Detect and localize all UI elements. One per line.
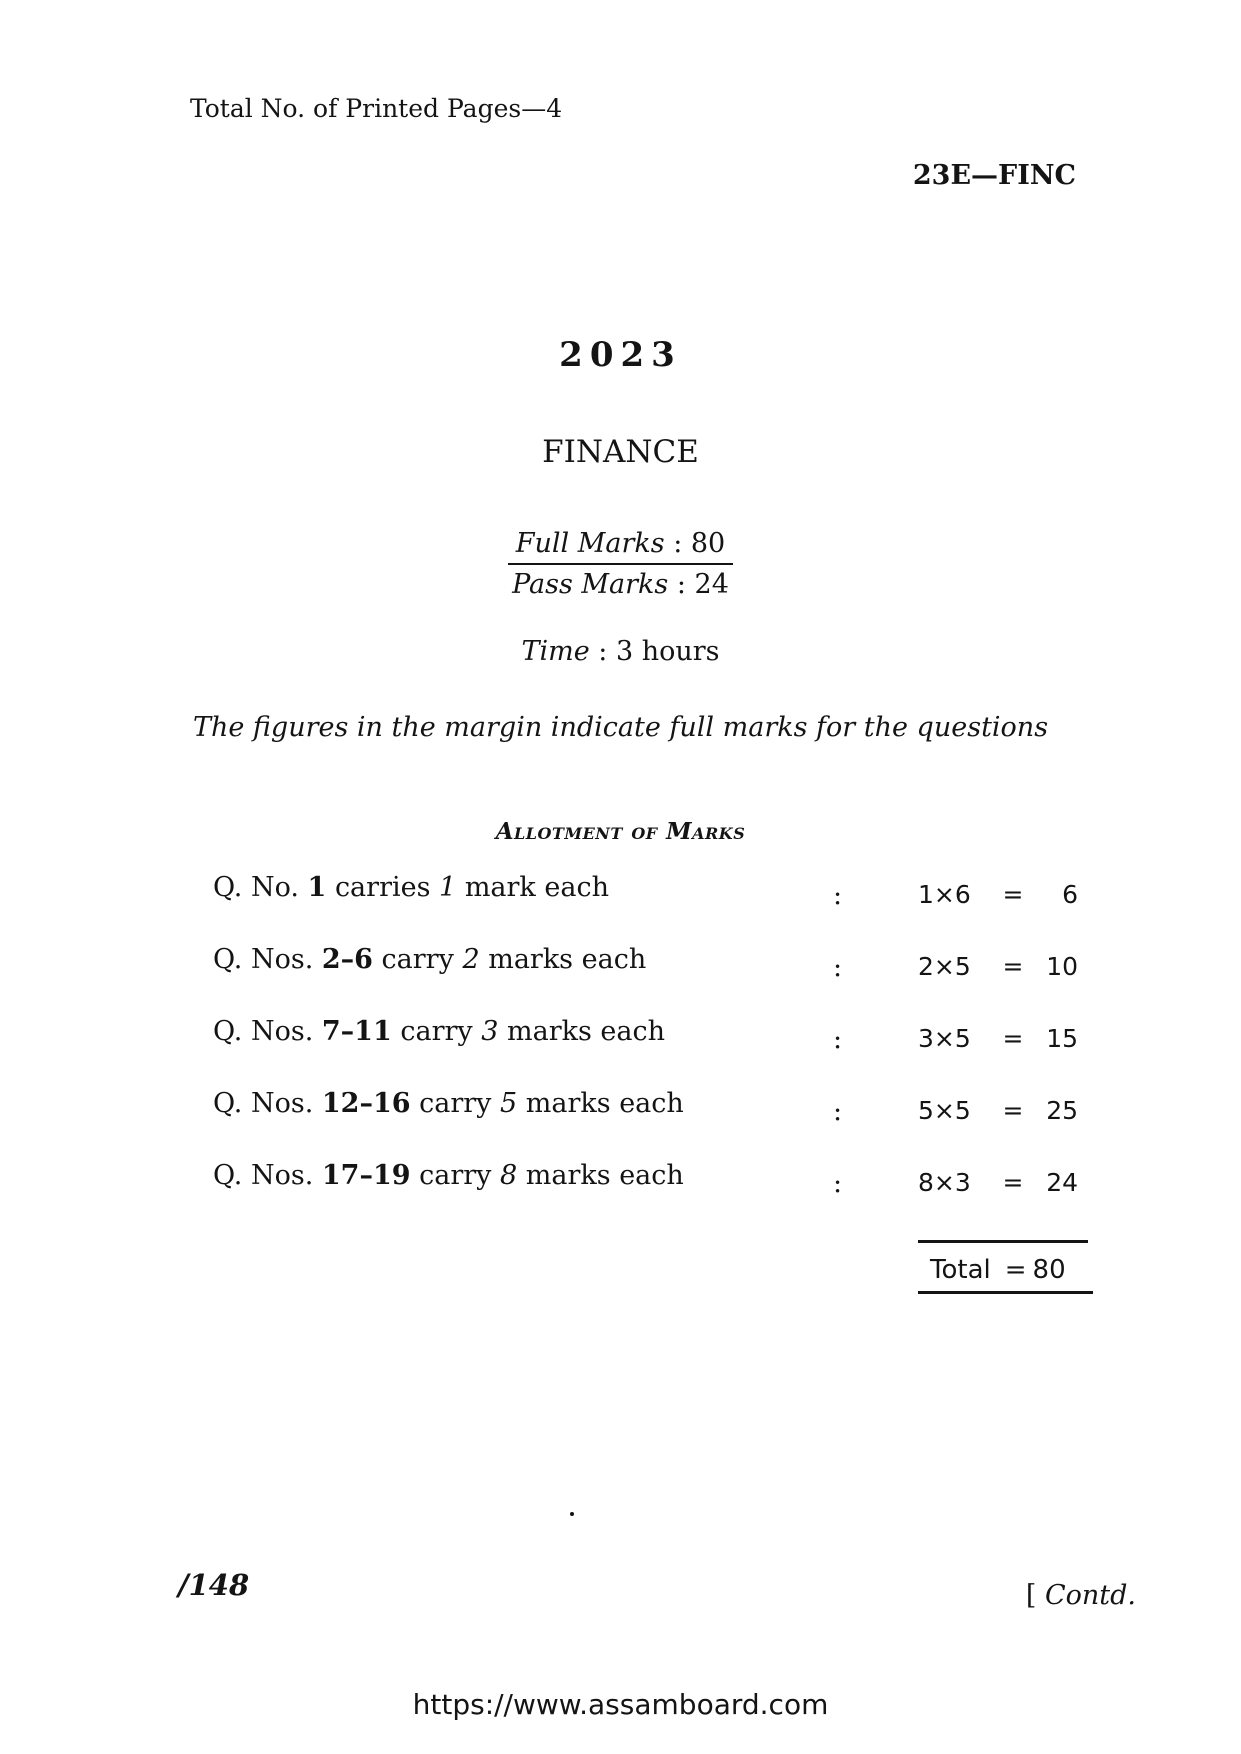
calc-equals: = xyxy=(1002,952,1024,981)
contd-bracket: [ xyxy=(1025,1580,1037,1611)
margin-instruction: The figures in the margin indicate full marks for the questions xyxy=(192,712,1049,743)
allotment-total xyxy=(918,1240,1093,1294)
question-prefix: Q. Nos. xyxy=(213,1016,314,1047)
carry-verb: carry xyxy=(381,944,454,975)
carry-verb: carry xyxy=(419,1088,492,1119)
calc-expression: 3×5 xyxy=(918,1024,971,1053)
marks-block xyxy=(0,528,1241,600)
stray-dot xyxy=(570,1512,574,1516)
question-numbers: 7–11 xyxy=(321,1016,392,1047)
allotment-description xyxy=(213,1016,665,1047)
allotment-calculation xyxy=(918,1168,1078,1197)
allotment-description xyxy=(213,1160,684,1191)
calc-result: 15 xyxy=(1046,1024,1078,1053)
page-code: /148 xyxy=(178,1568,250,1602)
question-prefix: Q. No. xyxy=(213,872,299,903)
paper-code: 23E—FINC xyxy=(912,160,1076,191)
calc-equals: = xyxy=(1002,1168,1024,1197)
total-equals: = xyxy=(1004,1255,1027,1285)
calc-result: 6 xyxy=(1062,880,1078,909)
question-prefix: Q. Nos. xyxy=(213,1160,314,1191)
allotment-row xyxy=(213,872,1093,944)
printed-pages-count: Total No. of Printed Pages—4 xyxy=(190,94,563,123)
marks-per-question: 8 xyxy=(500,1160,518,1191)
marks-suffix: mark each xyxy=(464,872,609,903)
question-numbers: 17–19 xyxy=(321,1160,411,1191)
allotment-colon: : xyxy=(833,1024,843,1055)
marks-per-question: 2 xyxy=(462,944,480,975)
allotment-colon: : xyxy=(833,1096,843,1127)
allotment-row xyxy=(213,944,1093,1016)
marks-per-question: 1 xyxy=(439,872,457,903)
total-bottom-rule xyxy=(918,1291,1093,1294)
allotment-heading: Allotment of Marks xyxy=(495,818,746,845)
calc-equals: = xyxy=(1002,1096,1024,1125)
marks-suffix: marks each xyxy=(525,1160,684,1191)
full-marks-value: : 80 xyxy=(673,528,726,559)
marks-per-question: 5 xyxy=(500,1088,518,1119)
marks-per-question: 3 xyxy=(481,1016,499,1047)
allotment-calculation xyxy=(918,880,1078,909)
calc-expression: 1×6 xyxy=(918,880,971,909)
marks-suffix: marks each xyxy=(488,944,647,975)
continued-note xyxy=(1026,1580,1136,1611)
calc-expression: 8×3 xyxy=(918,1168,971,1197)
allotment-row xyxy=(213,1016,1093,1088)
time-value: : 3 hours xyxy=(598,636,720,667)
time-label: Time xyxy=(521,636,590,667)
allotment-row xyxy=(213,1160,1093,1232)
calc-result: 24 xyxy=(1046,1168,1078,1197)
allotment-row xyxy=(213,1088,1093,1160)
calc-expression: 2×5 xyxy=(918,952,971,981)
carry-verb: carries xyxy=(334,872,431,903)
allotment-calculation xyxy=(918,952,1078,981)
exam-year: 2023 xyxy=(559,335,682,375)
allotment-description xyxy=(213,944,646,975)
question-prefix: Q. Nos. xyxy=(213,1088,314,1119)
allotment-colon: : xyxy=(833,952,843,983)
question-numbers: 2–6 xyxy=(321,944,373,975)
full-marks xyxy=(508,528,733,565)
calc-expression: 5×5 xyxy=(918,1096,971,1125)
calc-equals: = xyxy=(1002,880,1024,909)
calc-result: 10 xyxy=(1046,952,1078,981)
allotment-description xyxy=(213,1088,684,1119)
pass-marks-label: Pass Marks xyxy=(512,569,669,600)
pass-marks xyxy=(508,569,733,600)
subject-title: FINANCE xyxy=(542,434,699,470)
marks-suffix: marks each xyxy=(507,1016,666,1047)
allotment-colon: : xyxy=(833,880,843,911)
contd-text: Contd. xyxy=(1044,1580,1136,1611)
marks-suffix: marks each xyxy=(525,1088,684,1119)
allotment-colon: : xyxy=(833,1168,843,1199)
pass-marks-value: : 24 xyxy=(676,569,729,600)
allotment-calculation xyxy=(918,1024,1078,1053)
allotment-description xyxy=(213,872,609,903)
footer-url: https://www.assamboard.com xyxy=(412,1688,829,1721)
allotment-table xyxy=(213,872,1093,1232)
calc-result: 25 xyxy=(1046,1096,1078,1125)
total-value: 80 xyxy=(1032,1255,1066,1285)
total-label: Total xyxy=(930,1255,991,1285)
question-prefix: Q. Nos. xyxy=(213,944,314,975)
total-line xyxy=(918,1243,1093,1291)
calc-equals: = xyxy=(1002,1024,1024,1053)
full-marks-label: Full Marks xyxy=(515,528,665,559)
exam-time xyxy=(0,636,1241,667)
carry-verb: carry xyxy=(400,1016,473,1047)
question-numbers: 12–16 xyxy=(321,1088,411,1119)
allotment-calculation xyxy=(918,1096,1078,1125)
carry-verb: carry xyxy=(419,1160,492,1191)
question-numbers: 1 xyxy=(307,872,327,903)
